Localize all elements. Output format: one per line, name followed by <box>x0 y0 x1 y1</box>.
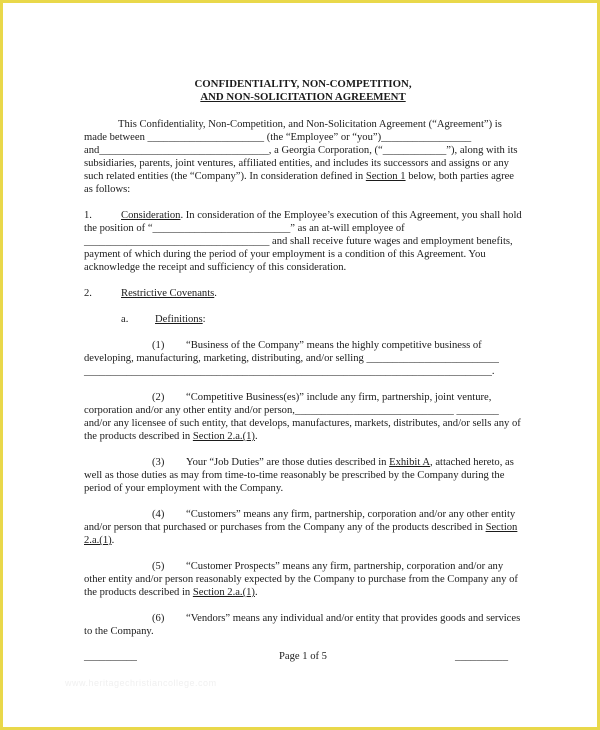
definition-number: (1) <box>152 340 165 351</box>
definition-text: “Customers” means any firm, partnership, corporation and/or any other entity and/or person that purchased or purchases from the Company any of the products described in <box>84 509 516 533</box>
footer-initials-left: __________ <box>84 651 137 662</box>
subsection-a-colon: : <box>202 314 206 325</box>
definition-5 <box>84 560 522 599</box>
definition-text: “Competitive Business(es)” include any firm, partnership, joint venture, corporation and/or any other entity and/or person,______________________________ ________ and/or any licensee of such entity, that develops, manufactures, markets, distributes, and/or sells any of the products described in <box>84 392 521 442</box>
definition-number: (6) <box>152 613 165 624</box>
definition-text: Your “Job Duties” are those duties described in <box>186 457 390 468</box>
definition-4 <box>84 508 522 547</box>
intro-end-text: below, both parties agree as follows: <box>84 171 515 195</box>
definition-section-link[interactable]: Section 2.a.(1) <box>192 431 255 442</box>
section-1-paragraph <box>84 209 522 274</box>
intro-text: This Confidentiality, Non-Competition, and Non-Solicitation Agreement (“Agreement”) is made between ______________________ (the “Employee” or “you”)_________________ and________________________________, a Georgia Corporation, (“____________”), along with its subsidiaries, parents, joint ventures, affiliated entities, and includes its successors and assigns or any such related entities (the “Company”). In consideration defined in <box>84 119 518 182</box>
document-body <box>84 78 522 638</box>
definition-text-end: . <box>254 431 258 442</box>
title-line-1: CONFIDENTIALITY, NON-COMPETITION, <box>194 78 412 90</box>
title-line-2: AND NON-SOLICITATION AGREEMENT <box>200 91 406 103</box>
definition-number: (5) <box>152 561 165 572</box>
footer-initials-right: __________ <box>455 651 508 662</box>
section-1-heading: Consideration <box>121 210 181 221</box>
definition-number: (2) <box>152 392 165 403</box>
definition-exhibit-link[interactable]: Exhibit A <box>389 457 431 468</box>
definition-text: “Business of the Company” means the highly competitive business of developing, manufacturing, marketing, distributing, and/or selling _________________________ _____________________________________________________________________________. <box>84 340 499 377</box>
definition-2 <box>84 391 522 443</box>
definition-section-link[interactable]: Section 2.a.(1) <box>192 587 255 598</box>
definition-text: “Customer Prospects” means any firm, partnership, corporation and/or any other entity and/or person reasonably expected by the Company to purchase from the Company any of the products described in <box>84 561 518 598</box>
section-1-text: . In consideration of the Employee’s execution of this Agreement, you shall hold the position of “__________________________” as an at-will employee of ___________________________________ and shall receive future wages and employment benefits, payment of which during the period of your employment is a condition of this Agreement. You acknowledge the receipt and sufficiency of this consideration. <box>84 210 522 273</box>
watermark: www.heritagechristiancollege.com <box>65 678 217 688</box>
document-page <box>3 3 597 727</box>
section-1-number: 1. <box>84 210 92 221</box>
subsection-a-heading-line <box>84 313 522 326</box>
definition-text-end: . <box>111 535 115 546</box>
document-title <box>84 78 522 104</box>
definition-text: “Vendors” means any individual and/or entity that provides goods and services to the Company. <box>84 613 521 637</box>
page-number: Page 1 of 5 <box>279 651 327 662</box>
section-2-heading-line <box>84 287 522 300</box>
subsection-a-number: a. <box>121 314 129 325</box>
subsection-a-heading: Definitions <box>155 314 203 325</box>
section-2-period: . <box>214 288 217 299</box>
definition-number: (4) <box>152 509 165 520</box>
section-2-number: 2. <box>84 288 92 299</box>
definition-text-end: . <box>254 587 258 598</box>
definition-1 <box>84 339 522 378</box>
definition-section-link[interactable]: Section 2.a.(1) <box>84 522 518 546</box>
intro-paragraph <box>84 118 522 196</box>
definition-text-end: , attached hereto, as well as those duties as may from time-to-time reasonably be prescribed by the Company during the period of your employment with the Company. <box>84 457 514 494</box>
intro-section-link[interactable]: Section 1 <box>365 171 406 182</box>
definition-6 <box>84 612 522 638</box>
definition-number: (3) <box>152 457 165 468</box>
definition-3 <box>84 456 522 495</box>
section-2-heading: Restrictive Covenants <box>121 288 215 299</box>
